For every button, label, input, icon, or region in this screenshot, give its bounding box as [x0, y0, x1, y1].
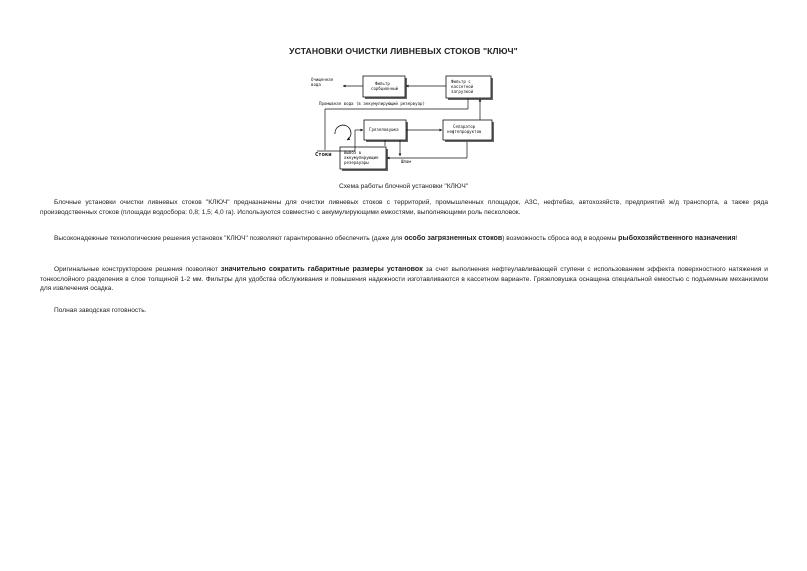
paragraph-technology	[40, 234, 768, 244]
p3-text-a: Оригинальные конструкторские решения позволяют	[54, 266, 221, 273]
p3-text-c: за счет выполнения нефтеулавливающей ступени с использованием эффекта поверхностного натяжения и тонкослойного разделения в слое толщиной 1-2 мм. Фильтры для удобства обслуживания и повышения надежности изготавливаются в кассетном варианте. Грязеловушка оснащена специальной емкостью с подъемным механизмом для извлечения осадка.	[40, 266, 768, 293]
p2-text-e: !	[735, 235, 738, 242]
p2-text-c: ) возможность сброса вод в водоемы	[502, 235, 619, 242]
label-sorption-filter-2: сорбционный	[371, 86, 399, 91]
paragraph-purpose: Блочные установки очистки ливневых стоков "КЛЮЧ" предназначены для очистки ливневых стоков с территорий, промышленных площадок, АЗС, нефтебаз, автохозяйств, предприятий ж/д транспорта, а также ряда производственных стоков (площади водосбора: 0,8; 1,5; 4,0 га). Используются совместно с аккумулирующими емкостями, выполняющими роль песколовок.	[40, 199, 768, 216]
paragraph-design	[40, 265, 768, 294]
label-treated-water: Очищенная	[311, 77, 334, 82]
label-removal-2: аккумулирующие	[344, 155, 379, 160]
p3-bold-size: значительно сократить габаритные размеры установок	[220, 265, 423, 273]
label-removal: Вывоз в	[344, 150, 362, 155]
label-cassette-filter-2: кассетной	[451, 84, 474, 89]
label-treated-water-2: вода	[311, 82, 321, 87]
page-title: УСТАНОВКИ ОЧИСТКИ ЛИВНЕВЫХ СТОКОВ "КЛЮЧ"	[289, 46, 518, 56]
label-sorption-filter: Фильтр	[375, 81, 390, 86]
label-sand-trap: Грязеловушка	[369, 127, 399, 132]
label-cassette-filter-3: загрузкой	[451, 89, 474, 94]
label-cassette-filter: Фильтр с	[451, 79, 471, 84]
label-sludge: Шлам	[401, 159, 411, 164]
process-diagram	[305, 70, 505, 172]
p2-bold-fishery: рыбохозяйственного назначения	[618, 234, 736, 242]
label-washing-water: Промывная вода (в аккумулирующий резервуар)	[319, 101, 425, 106]
label-runoff: Стоки	[315, 152, 332, 158]
label-removal-3: резервуары	[344, 160, 369, 165]
diagram-caption: Схема работы блочной установки "КЛЮЧ"	[338, 183, 469, 190]
flow-circle-icon	[335, 125, 351, 140]
paragraph-readiness: Полная заводская готовность.	[54, 307, 147, 314]
label-separator-2: нефтепродуктов	[447, 129, 482, 134]
p2-text-a: Высоконадежные технологические решения установок "КЛЮЧ" позволяют гарантированно обеспечить (даже для	[54, 235, 405, 242]
p2-bold-polluted: особо загрязненных стоков	[404, 234, 503, 242]
label-separator: Сепаратор	[453, 124, 476, 129]
